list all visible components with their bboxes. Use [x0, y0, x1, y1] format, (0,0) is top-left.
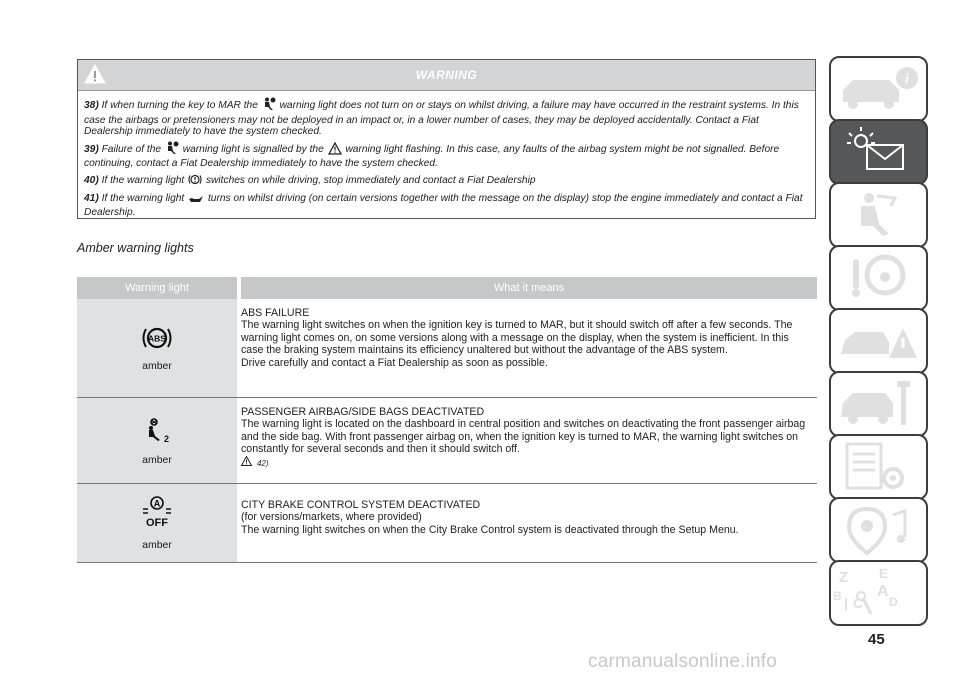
note-number: 39) — [84, 143, 99, 155]
warning-reference — [241, 456, 813, 470]
svg-text:2: 2 — [164, 433, 170, 444]
note-number: 40) — [84, 174, 99, 186]
oil-pressure-icon — [188, 194, 204, 208]
note-text: Failure of the — [101, 143, 162, 155]
note-text: If the warning light — [101, 192, 185, 204]
light-description: Drive carefully and contact a Fiat Dealership as soon as possible. — [241, 356, 548, 369]
city-brake-off-text: OFF — [146, 517, 168, 529]
note-text: turns on whilst driving (on certain versions together with the message on the display) stop the engine immediately and contact a Fiat Dealership. — [84, 192, 803, 219]
tab-warning-lights[interactable] — [829, 119, 928, 185]
light-description: The warning light switches on when the ignition key is turned to MAR, but it should switch off after a few seconds. The warning light comes on, on some versions along with a message on the display, when the system is inefficient. In this case the braking system maintains its efficiency unaltered but without the advantage of the ABS system. — [241, 319, 793, 357]
note-text: warning light is signalled by the — [182, 143, 324, 155]
note-number: 38) — [84, 100, 99, 111]
table-row — [77, 398, 817, 484]
warning-notes — [78, 91, 815, 219]
light-title: CITY BRAKE CONTROL SYSTEM DEACTIVATED — [241, 499, 481, 511]
index-letter: A — [877, 583, 889, 600]
light-description: (for versions/markets, where provided) — [241, 511, 422, 524]
column-header-light: Warning light — [77, 277, 237, 299]
warning-note-39 — [84, 141, 809, 170]
tab-index[interactable] — [829, 560, 928, 626]
abs-warning-icon — [141, 324, 173, 357]
index-letter: Z — [839, 569, 849, 586]
city-brake-off-icon — [140, 495, 174, 536]
note-text: warning light does not turn on or stays on whilst driving, a failure may have occurred in the restraint systems. In this case the airbags or pretensioners may not be deployed in an impact or, in a lower number of cases, they may be deployed accidentally. Contact a Fiat Dealership immediately to have the system checked. — [84, 100, 799, 138]
svg-text:i: i — [905, 72, 909, 87]
warning-box — [77, 59, 816, 219]
table-row — [77, 484, 817, 563]
light-title: ABS FAILURE — [241, 307, 310, 319]
meaning-cell — [241, 398, 817, 483]
meaning-cell — [241, 299, 817, 397]
page-number: 45 — [868, 631, 885, 648]
index-letter: D — [889, 595, 898, 609]
light-cell — [77, 484, 237, 562]
note-text: warning light flashing. In this case, any faults of the airbag system might be not signalled. Before continuing, contact a Fiat Dealership immediately to have the system checked. — [84, 143, 780, 170]
light-color-label: amber — [142, 453, 172, 466]
light-description: The warning light switches on when the City Brake Control system is deactivated through the Setup Menu. — [241, 523, 739, 536]
note-number: 41) — [84, 192, 99, 204]
svg-text:ABS: ABS — [148, 333, 166, 344]
light-description: The warning light is located on the dashboard in central position and switches on deactivating the front passenger airbag and the side bag. With front passenger airbag on, when the ignition key is turned to MAR, the warning light switches on constantly for several seconds and then it should switch off. — [241, 418, 806, 456]
tab-car-info[interactable] — [829, 56, 928, 122]
warning-note-40 — [84, 173, 809, 190]
light-color-label: amber — [142, 360, 172, 372]
note-text: If when turning the key to MAR the — [101, 100, 258, 111]
tab-safety[interactable] — [829, 182, 928, 248]
tab-emergency[interactable] — [829, 308, 928, 374]
passenger-airbag-off-icon — [142, 416, 172, 451]
seatbelt-airbag-icon — [262, 97, 276, 115]
light-color-label: amber — [142, 539, 172, 551]
reference-number: 42) — [256, 458, 269, 468]
tab-driving[interactable] — [829, 245, 928, 311]
tab-maintenance[interactable] — [829, 371, 928, 437]
warning-header — [78, 60, 815, 91]
section-title: Amber warning lights — [77, 241, 194, 255]
warning-triangle-icon — [241, 457, 252, 469]
warning-note-38 — [84, 97, 809, 138]
brake-warning-icon — [188, 173, 202, 190]
meaning-cell — [241, 484, 817, 562]
svg-text:A: A — [153, 498, 161, 509]
warning-lights-table — [77, 277, 817, 563]
watermark: carmanualsonline.info — [588, 651, 778, 672]
seatbelt-airbag-icon — [165, 141, 179, 159]
warning-note-41 — [84, 193, 809, 219]
column-header-meaning: What it means — [241, 277, 817, 299]
index-letter: E — [879, 566, 888, 581]
note-text: If the warning light — [101, 174, 185, 186]
table-header — [77, 277, 817, 299]
index-letter: C — [853, 595, 864, 611]
tab-technical-data[interactable] — [829, 434, 928, 500]
light-cell — [77, 398, 237, 483]
light-cell — [77, 299, 237, 397]
warning-triangle-icon — [328, 142, 342, 159]
table-row — [77, 299, 817, 398]
note-text: switches on while driving, stop immediately and contact a Fiat Dealership — [205, 174, 536, 186]
warning-title: WARNING — [415, 68, 478, 82]
light-title: PASSENGER AIRBAG/SIDE BAGS DEACTIVATED — [241, 406, 485, 418]
index-letter: B — [833, 589, 842, 603]
tab-multimedia[interactable] — [829, 497, 928, 563]
